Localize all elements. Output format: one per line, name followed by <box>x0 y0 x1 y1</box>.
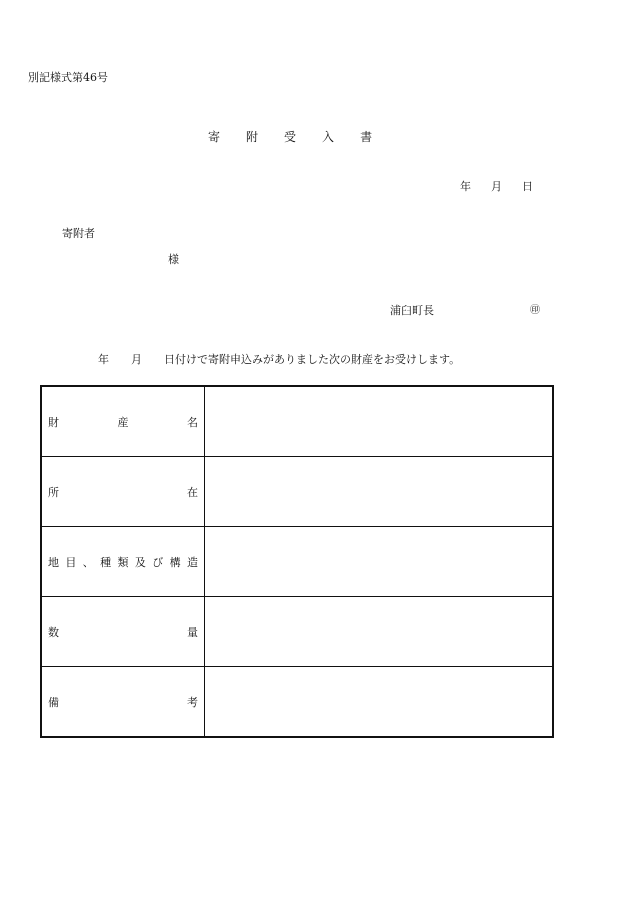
body-sentence <box>98 351 460 367</box>
label-char: 種 <box>100 555 112 569</box>
title-char: 寄 <box>208 130 221 144</box>
body-text: 日付けで寄附申込みがありました次の財産をお受けします。 <box>164 353 461 366</box>
label-char: 目 <box>65 555 77 569</box>
property-table <box>40 385 554 738</box>
label-char: 地 <box>48 555 59 569</box>
label-char: 造 <box>187 555 198 569</box>
table-row <box>41 386 553 457</box>
title-char: 書 <box>360 130 373 144</box>
title-char: 附 <box>246 130 259 144</box>
honorific: 様 <box>168 253 179 266</box>
label-char: 量 <box>187 625 198 639</box>
row-label <box>41 597 205 667</box>
label-char: 、 <box>82 555 94 569</box>
label-char: 所 <box>48 485 59 499</box>
row-label <box>41 386 205 457</box>
label-char: 産 <box>117 415 129 429</box>
label-char: び <box>152 555 164 569</box>
label-char: 財 <box>48 415 59 429</box>
date-line <box>460 178 533 194</box>
donor-label: 寄附者 <box>62 227 95 240</box>
table-row <box>41 457 553 527</box>
row-value <box>205 597 554 667</box>
label-char: 在 <box>187 485 198 499</box>
table-row <box>41 527 553 597</box>
seal-mark: ㊞ <box>530 305 540 316</box>
label-char: 及 <box>134 555 146 569</box>
issuer-name: 浦臼町長 <box>390 304 434 317</box>
row-label <box>41 527 205 597</box>
row-value <box>205 527 554 597</box>
document-title <box>208 128 398 145</box>
date-day: 日 <box>522 180 533 193</box>
title-char: 入 <box>322 130 335 144</box>
row-label <box>41 457 205 527</box>
label-char: 備 <box>48 695 59 709</box>
form-number: 別記様式第46号 <box>28 71 108 84</box>
body-month: 月 <box>131 353 142 366</box>
label-char: 考 <box>187 695 198 709</box>
label-char: 類 <box>117 555 129 569</box>
row-value <box>205 667 554 738</box>
table-row <box>41 597 553 667</box>
date-month: 月 <box>491 180 502 193</box>
date-year: 年 <box>460 180 471 193</box>
row-value <box>205 386 554 457</box>
body-year: 年 <box>98 353 109 366</box>
label-char: 名 <box>187 415 198 429</box>
row-value <box>205 457 554 527</box>
label-char: 構 <box>169 555 181 569</box>
title-char: 受 <box>284 130 297 144</box>
label-char: 数 <box>48 625 59 639</box>
table-row <box>41 667 553 738</box>
row-label <box>41 667 205 738</box>
